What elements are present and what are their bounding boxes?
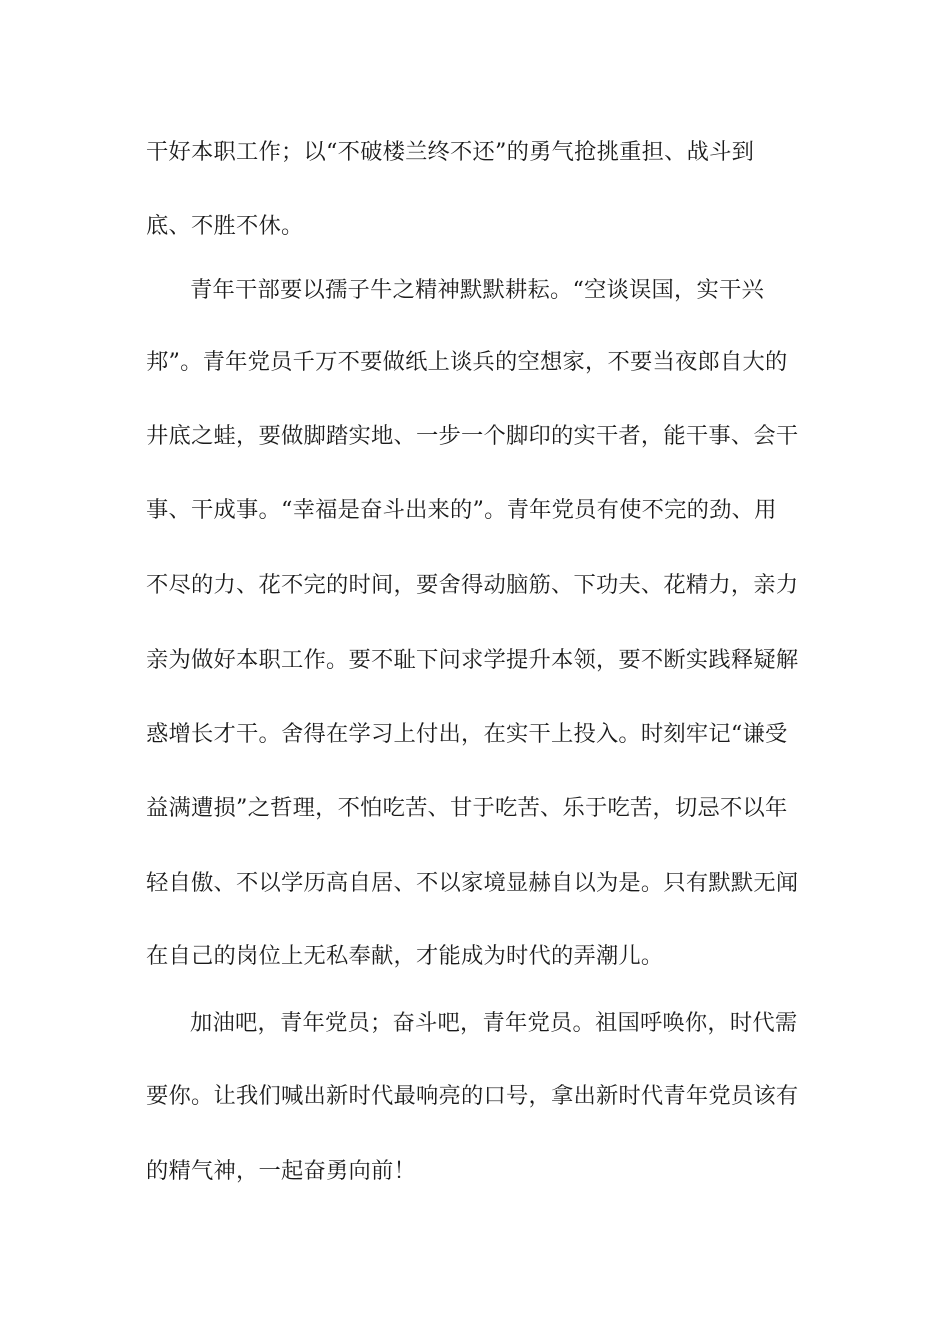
text-line-11: 轻自傲、不以学历高自居、不以家境显赫自以为是。只有默默无闻: [146, 870, 799, 896]
text-line-5: 井底之蛙，要做脚踏实地、一步一个脚印的实干者，能干事、会干: [146, 423, 799, 449]
text-line-8: 亲为做好本职工作。要不耻下问求学提升本领，要不断实践释疑解: [146, 647, 799, 673]
text-line-7: 不尽的力、花不完的时间，要舍得动脑筋、下功夫、花精力，亲力: [146, 572, 799, 598]
text-line-3: 青年干部要以孺子牛之精神默默耕耘。“空谈误国，实干兴: [190, 277, 765, 303]
text-line-4: 邦”。青年党员千万不要做纸上谈兵的空想家，不要当夜郎自大的: [146, 349, 788, 375]
text-line-13: 加油吧，青年党员；奋斗吧，青年党员。祖国呼唤你，时代需: [190, 1010, 798, 1036]
text-line-12: 在自己的岗位上无私奉献，才能成为时代的弄潮儿。: [146, 943, 664, 969]
text-line-15: 的精气神，一起奋勇向前！: [146, 1158, 416, 1184]
text-line-1: 干好本职工作；以“不破楼兰终不还”的勇气抢挑重担、战斗到: [146, 139, 755, 165]
text-line-10: 益满遭损”之哲理，不怕吃苦、甘于吃苦、乐于吃苦，切忌不以年: [146, 795, 788, 821]
text-line-6: 事、干成事。“幸福是奋斗出来的”。青年党员有使不完的劲、用: [146, 497, 777, 523]
text-line-2: 底、不胜不休。: [146, 213, 304, 239]
text-line-14: 要你。让我们喊出新时代最响亮的口号，拿出新时代青年党员该有: [146, 1083, 799, 1109]
text-line-9: 惑增长才干。舍得在学习上付出，在实干上投入。时刻牢记“谦受: [146, 721, 788, 747]
